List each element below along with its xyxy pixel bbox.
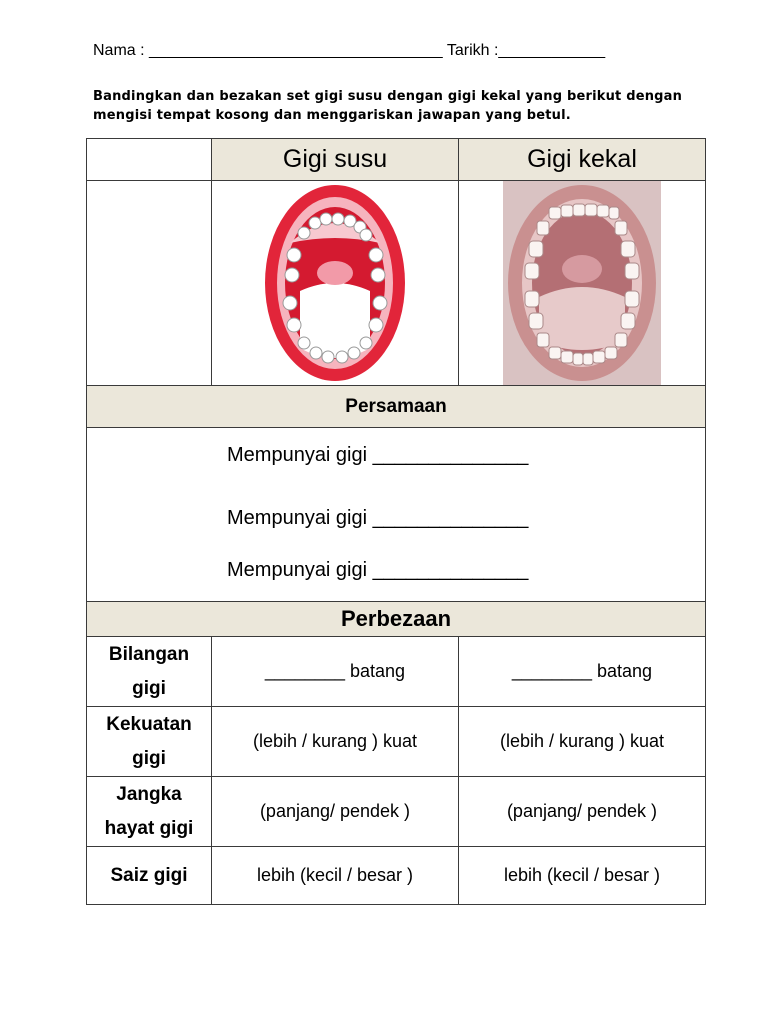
persamaan-line-2[interactable]: Mempunyai gigi ______________ <box>227 506 529 529</box>
gigi-kekal-image-cell <box>459 181 706 386</box>
instructions <box>93 87 693 125</box>
row-label-line-2: hayat gigi <box>104 817 194 839</box>
empty-image-label-cell <box>87 181 212 386</box>
perbezaan-header-row <box>87 602 706 637</box>
row-label-line-1: Kekuatan <box>106 713 192 735</box>
nama-field[interactable]: _________________________________ <box>149 42 443 59</box>
empty-header-cell <box>87 139 212 181</box>
bilangan-kekal-cell[interactable] <box>459 637 706 707</box>
gigi-susu-title: Gigi susu <box>282 145 388 173</box>
perbezaan-title: Perbezaan <box>340 606 452 631</box>
table-row <box>87 777 706 847</box>
tarikh-label: Tarikh : <box>446 42 499 59</box>
saiz-susu-cell[interactable] <box>212 847 459 905</box>
kekuatan-susu-cell[interactable] <box>212 707 459 777</box>
nama-label: Nama : <box>93 42 145 59</box>
kekuatan-kekal-cell[interactable] <box>459 707 706 777</box>
bilangan-susu-cell[interactable] <box>212 637 459 707</box>
persamaan-line-1[interactable]: Mempunyai gigi ______________ <box>227 443 529 466</box>
instructions-line-1: Bandingkan dan bezakan set gigi susu dengan gigi kekal yang berikut dengan <box>93 89 683 104</box>
gigi-susu-image-cell <box>212 181 459 386</box>
row-label-line-1: Bilangan <box>108 643 190 665</box>
jangka-susu-cell[interactable] <box>212 777 459 847</box>
permanent-teeth-mouth-icon <box>503 181 661 385</box>
jangka-kekal-text: (panjang/ pendek ) <box>506 801 658 821</box>
row-label-saiz <box>87 847 212 905</box>
persamaan-header-row <box>87 386 706 428</box>
perbezaan-header <box>87 602 706 637</box>
baby-teeth-mouth-icon <box>260 183 410 383</box>
table-row <box>87 847 706 905</box>
table-row <box>87 637 706 707</box>
saiz-susu-text: lebih (kecil / besar ) <box>256 865 414 885</box>
name-date-line <box>93 42 605 60</box>
bilangan-kekal-text: ________ batang <box>511 661 653 681</box>
image-row <box>87 181 706 386</box>
row-label-bilangan <box>87 637 212 707</box>
row-label-line-2: gigi <box>132 677 166 699</box>
row-label-line-2: gigi <box>132 747 166 769</box>
kekuatan-kekal-text: (lebih / kurang ) kuat <box>499 731 665 751</box>
gigi-susu-header <box>212 139 459 181</box>
row-label-jangka <box>87 777 212 847</box>
row-label-kekuatan <box>87 707 212 777</box>
gigi-kekal-title: Gigi kekal <box>527 145 637 173</box>
jangka-kekal-cell[interactable] <box>459 777 706 847</box>
jangka-susu-text: (panjang/ pendek ) <box>259 801 411 821</box>
persamaan-body <box>87 428 706 602</box>
instructions-line-2: mengisi tempat kosong dan menggariskan jawapan yang betul. <box>93 108 571 123</box>
persamaan-line-3[interactable]: Mempunyai gigi ______________ <box>227 558 529 581</box>
tarikh-field[interactable]: ____________ <box>498 42 606 59</box>
row-label-line-1: Saiz gigi <box>110 864 188 886</box>
row-label-line-1: Jangka <box>116 783 182 805</box>
persamaan-header <box>87 386 706 428</box>
column-header-row <box>87 139 706 181</box>
bilangan-susu-text: ________ batang <box>264 661 406 681</box>
persamaan-title: Persamaan <box>345 395 447 417</box>
table-row <box>87 707 706 777</box>
gigi-kekal-header <box>459 139 706 181</box>
saiz-kekal-cell[interactable] <box>459 847 706 905</box>
kekuatan-susu-text: (lebih / kurang ) kuat <box>252 731 418 751</box>
persamaan-body-row <box>87 428 706 602</box>
comparison-table <box>86 138 706 905</box>
saiz-kekal-text: lebih (kecil / besar ) <box>503 865 661 885</box>
